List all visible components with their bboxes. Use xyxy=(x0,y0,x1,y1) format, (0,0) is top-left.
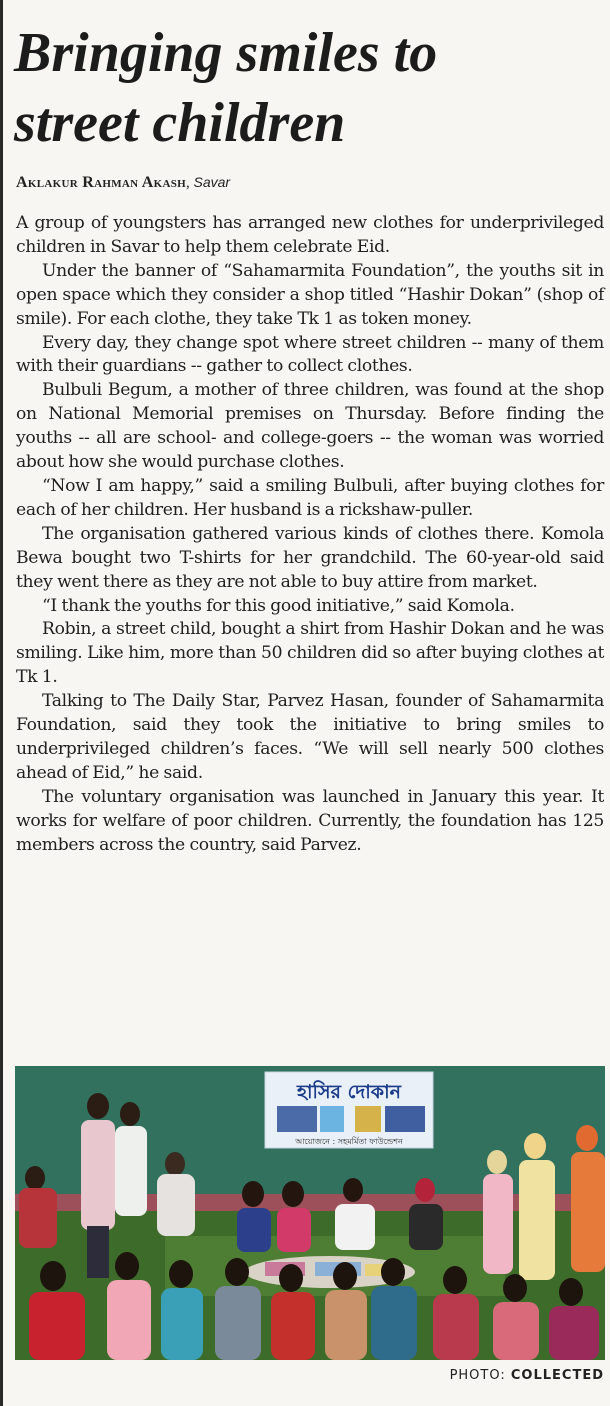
article-paragraph: The voluntary organisation was launched in January this year. It works for welfare of poor children. Currently, the foundation has 125 members across the country, said Parvez. xyxy=(16,786,604,855)
banner-subtitle: আয়োজনে : সহমর্মিতা ফাউন্ডেশন xyxy=(295,1137,403,1146)
byline xyxy=(16,174,606,192)
article-paragraph: Under the banner of “Sahamarmita Foundation”, the youths sit in open space which they consider a shop titled “Hashir Dokan” (shop of smile). For each clothe, they take Tk 1 as token money. xyxy=(16,260,604,329)
article-paragraph: “Now I am happy,” said a smiling Bulbuli, after buying clothes for each of her children. Her husband is a rickshaw-puller. xyxy=(16,475,604,520)
article-paragraph: A group of youngsters has arranged new clothes for underprivileged children in Savar to help them celebrate Eid. xyxy=(16,213,604,257)
banner-title: হাসির দোকান xyxy=(297,1081,401,1103)
byline-separator: , xyxy=(186,175,194,191)
article-paragraph: Every day, they change spot where street children -- many of them with their guardians -- gather to collect clothes. xyxy=(16,332,604,377)
news-photo xyxy=(15,1066,605,1360)
byline-author: Aklakur Rahman Akash xyxy=(16,174,187,191)
article-paragraph: “I thank the youths for this good initiative,” said Komola. xyxy=(42,595,515,616)
article-body xyxy=(16,212,604,857)
photo-credit-label: PHOTO: xyxy=(449,1368,506,1383)
column-rule xyxy=(0,0,3,1406)
article-paragraph: Talking to The Daily Star, Parvez Hasan, founder of Sahamarmita Foundation, said they took the initiative to bring smiles to underprivileged children’s faces. “We will sell nearly 500 clothes ahead of Eid,” he said. xyxy=(16,691,604,783)
photo-illustration xyxy=(15,1066,605,1360)
headline xyxy=(14,18,604,158)
article-paragraph: Robin, a street child, bought a shirt from Hashir Dokan and he was smiling. Like him, more than 50 children did so after buying clothes at Tk 1. xyxy=(16,619,604,688)
shop-banner xyxy=(265,1072,433,1148)
photo-credit xyxy=(450,1368,604,1383)
article-paragraph: The organisation gathered various kinds of clothes there. Komola Bewa bought two T-shirts for her grandchild. The 60-year-old said they went there as they are not able to buy attire from market. xyxy=(16,523,604,592)
headline-line-1: Bringing smiles to xyxy=(14,22,438,84)
article-paragraph: Bulbuli Begum, a mother of three children, was found at the shop on National Memorial premises on Thursday. Before finding the youths -- all are school- and college-goers -- the woman was worried about how she would purchase clothes. xyxy=(16,380,604,473)
photo-credit-source: COLLECTED xyxy=(510,1368,604,1383)
headline-line-2: street children xyxy=(14,92,346,154)
byline-location: Savar xyxy=(193,174,231,190)
